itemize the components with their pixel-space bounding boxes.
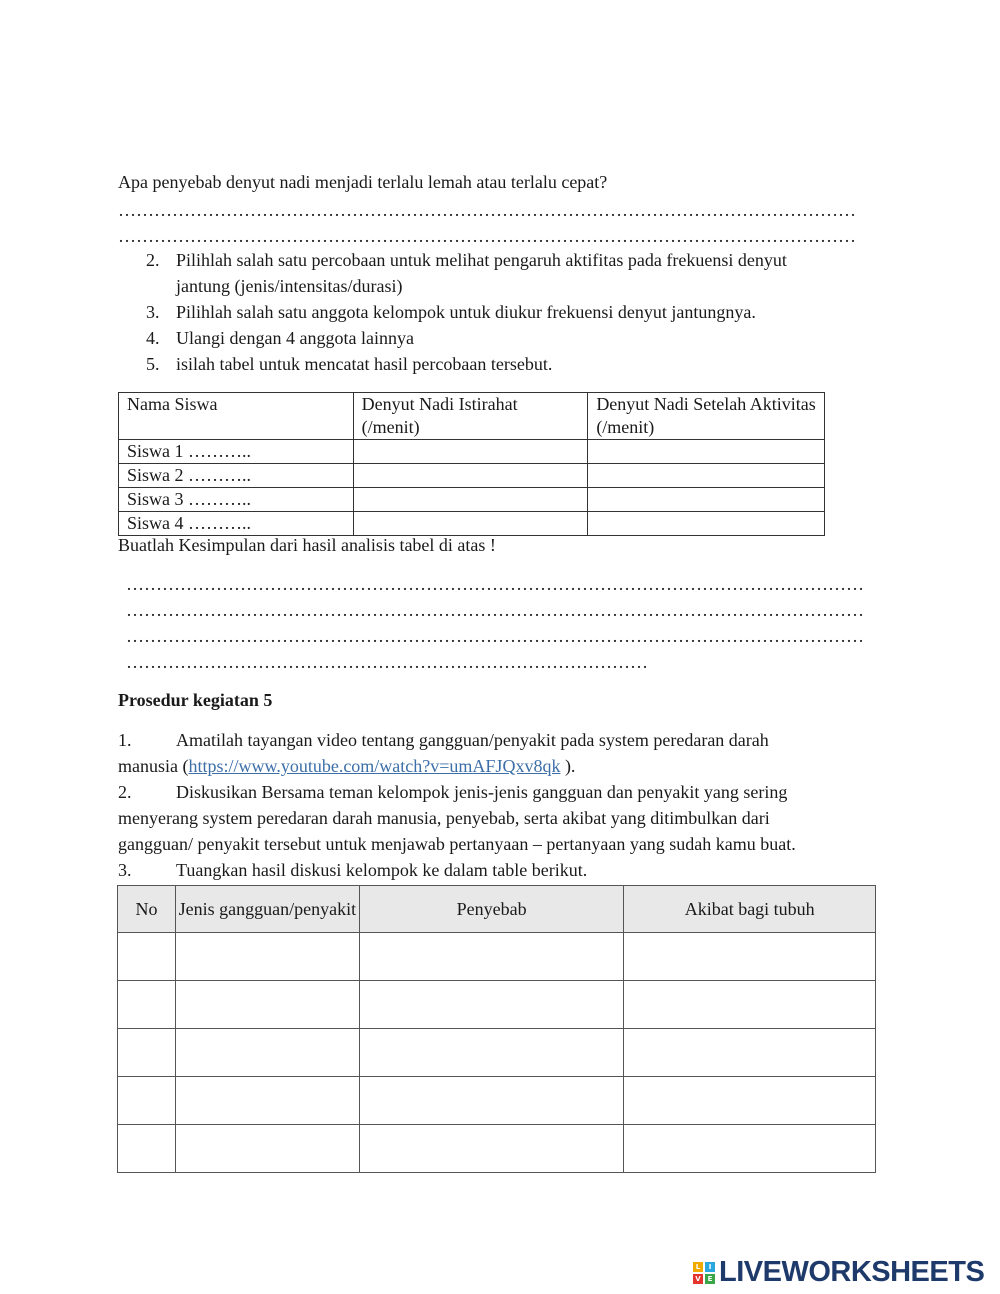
step-3-number: 3. [146,302,160,322]
input-cell-rest-4[interactable] [353,512,588,536]
input-cell-activity-4[interactable] [588,512,825,536]
input-cell-rest-2[interactable] [353,464,588,488]
row-label-siswa-1: Siswa 1 ……….. [119,440,354,464]
cell-akibat-5[interactable] [624,1125,876,1173]
logo-block-i: I [705,1262,715,1272]
logo-block-l: L [693,1262,703,1272]
header-akibat: Akibat bagi tubuh [624,886,876,933]
cell-no-5[interactable] [118,1125,176,1173]
step-5-text: isilah tabel untuk mencatat hasil percobaan tersebut. [176,354,553,374]
row-label-siswa-4: Siswa 4 ……….. [119,512,354,536]
cell-no-3[interactable] [118,1029,176,1077]
procedure-3-text: Tuangkan hasil diskusi kelompok ke dalam table berikut. [176,860,588,880]
cell-no-2[interactable] [118,981,176,1029]
procedure-1-text-cont [118,756,575,777]
input-cell-activity-3[interactable] [588,488,825,512]
header-nama-siswa: Nama Siswa [119,393,354,440]
row-label-siswa-2: Siswa 2 ……….. [119,464,354,488]
procedure-3-number: 3. [118,860,132,880]
cell-jenis-2[interactable] [175,981,359,1029]
procedure-2-text-cont-2: gangguan/ penyakit tersebut untuk menjawab pertanyaan – pertanyaan yang sudah kamu buat. [118,834,796,854]
cell-jenis-5[interactable] [175,1125,359,1173]
input-cell-activity-2[interactable] [588,464,825,488]
cell-penyebab-1[interactable] [359,933,624,981]
logo-block-v: V [693,1274,703,1284]
cell-jenis-1[interactable] [175,933,359,981]
procedure-2-text-cont-1: menyerang system peredaran darah manusia, penyebab, serta akibat yang ditimbulkan dari [118,808,770,828]
cell-akibat-4[interactable] [624,1077,876,1125]
step-2-number: 2. [146,250,160,270]
input-cell-rest-1[interactable] [353,440,588,464]
conclusion-line-2[interactable]: …………………………………………………………………………………………………………… [126,600,864,620]
logo-block-e: E [705,1274,715,1284]
procedure-1-number: 1. [118,730,132,750]
step-2-text: Pilihlah salah satu percobaan untuk melihat pengaruh aktifitas pada frekuensi denyut [176,250,787,270]
conclusion-line-3[interactable]: …………………………………………………………………………………………………………… [126,626,864,646]
question-text: Apa penyebab denyut nadi menjadi terlalu lemah atau terlalu cepat? [118,172,608,192]
procedure-2-text: Diskusikan Bersama teman kelompok jenis-jenis gangguan dan penyakit yang sering [176,782,788,802]
cell-no-4[interactable] [118,1077,176,1125]
disease-table [117,885,876,1173]
heart-rate-table [118,392,825,536]
step-4-number: 4. [146,328,160,348]
header-denyut-aktivitas: Denyut Nadi Setelah Aktivitas (/menit) [588,393,825,440]
step-5-number: 5. [146,354,160,374]
header-penyebab: Penyebab [359,886,624,933]
header-jenis: Jenis gangguan/penyakit [175,886,359,933]
cell-penyebab-3[interactable] [359,1029,624,1077]
cell-no-1[interactable] [118,933,176,981]
answer-line-1[interactable]: …………………………………………………………………………………………………………… [118,200,856,220]
procedure-1-prefix: manusia ( [118,756,189,776]
procedure-2-number: 2. [118,782,132,802]
conclusion-prompt: Buatlah Kesimpulan dari hasil analisis tabel di atas ! [118,535,496,555]
step-3-text: Pilihlah salah satu anggota kelompok untuk diukur frekuensi denyut jantungnya. [176,302,756,322]
answer-line-2[interactable]: …………………………………………………………………………………………………………… [118,226,856,246]
procedure-1-suffix: ). [560,756,576,776]
cell-jenis-4[interactable] [175,1077,359,1125]
step-4-text: Ulangi dengan 4 anggota lainnya [176,328,414,348]
header-no: No [118,886,176,933]
conclusion-line-4[interactable]: …………………………………………………………………………… [126,652,648,672]
cell-akibat-1[interactable] [624,933,876,981]
header-denyut-istirahat: Denyut Nadi Istirahat (/menit) [353,393,588,440]
section-title: Prosedur kegiatan 5 [118,690,273,710]
cell-penyebab-5[interactable] [359,1125,624,1173]
cell-penyebab-4[interactable] [359,1077,624,1125]
logo-text: LIVEWORKSHEETS [719,1256,985,1288]
cell-akibat-2[interactable] [624,981,876,1029]
conclusion-line-1[interactable]: …………………………………………………………………………………………………………… [126,574,864,594]
cell-jenis-3[interactable] [175,1029,359,1077]
procedure-1-text: Amatilah tayangan video tentang gangguan/penyakit pada system peredaran darah [176,730,769,750]
logo-icon [693,1262,715,1284]
input-cell-rest-3[interactable] [353,488,588,512]
liveworksheets-logo [693,1256,984,1289]
youtube-link[interactable]: https://www.youtube.com/watch?v=umAFJQxv8qk [188,756,561,776]
row-label-siswa-3: Siswa 3 ……….. [119,488,354,512]
cell-akibat-3[interactable] [624,1029,876,1077]
step-2-text-cont: jantung (jenis/intensitas/durasi) [176,276,403,296]
input-cell-activity-1[interactable] [588,440,825,464]
cell-penyebab-2[interactable] [359,981,624,1029]
